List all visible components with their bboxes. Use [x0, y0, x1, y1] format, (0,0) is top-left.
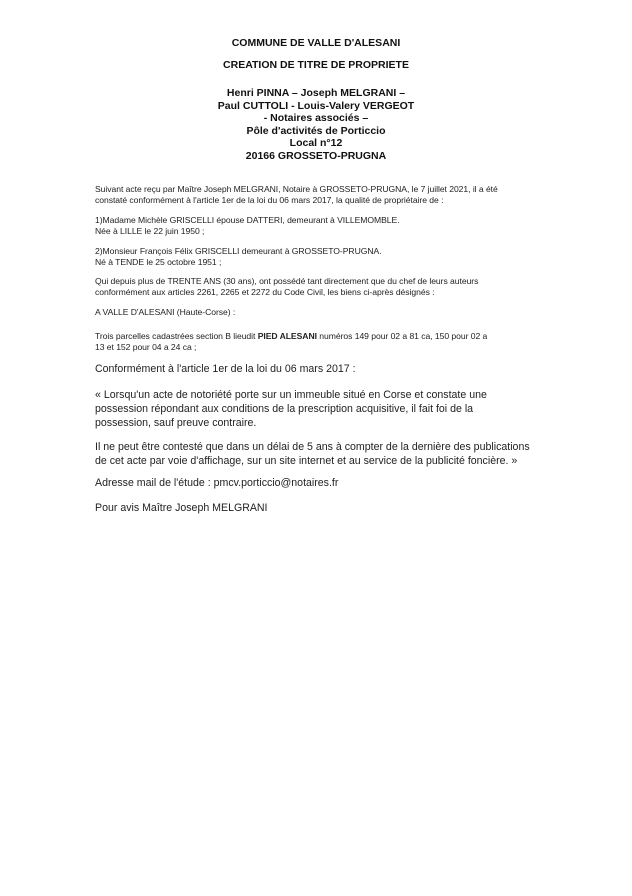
- owner-2-line-2: Né à TENDE le 25 octobre 1951 ;: [95, 257, 222, 267]
- notaries-line-2: Paul CUTTOLI - Louis-Valery VERGEOT: [217, 99, 415, 112]
- parcels-line-1: [95, 331, 555, 342]
- email-label: Adresse mail de l'étude :: [95, 477, 214, 489]
- signature-line: Pour avis Maître Joseph MELGRANI: [95, 502, 268, 514]
- owner-1-line-2: Née à LILLE le 22 juin 1950 ;: [95, 226, 205, 236]
- quote-line-3: possession, sauf preuve contraire.: [95, 417, 257, 429]
- address-line-3: 20166 GROSSETO-PRUGNA: [245, 149, 387, 162]
- contest-line-2: de cet acte par voie d'affichage, sur un site internet et au service de la publicité foncière. »: [95, 455, 518, 467]
- owner-1-line-1: 1)Madame Michèle GRISCELLI épouse DATTERI, demeurant à VILLEMOMBLE.: [95, 215, 400, 225]
- owner-2-paragraph: [95, 246, 555, 268]
- possession-line-1: Qui depuis plus de TRENTE ANS (30 ans), ont possédé tant directement que du chef de leurs auteurs: [95, 276, 479, 286]
- notaries-block: [0, 87, 632, 162]
- parcels-line-2: 13 et 152 pour 04 a 24 ca ;: [95, 342, 197, 352]
- email-address: pmcv.porticcio@notaires.fr: [213, 477, 339, 489]
- commune-heading: [0, 37, 632, 50]
- contest-paragraph: [95, 440, 555, 468]
- notaries-line-3: - Notaires associés –: [263, 112, 369, 124]
- quote-line-2: possession répondant aux conditions de la prescription acquisitive, il fait foi de la: [95, 403, 474, 415]
- document-title-block: [0, 59, 632, 72]
- address-line-2: Local n°12: [289, 137, 343, 149]
- intro-paragraph: [95, 184, 555, 206]
- parcels-suffix: numéros 149 pour 02 a 81 ca, 150 pour 02 a: [316, 331, 488, 341]
- conformement-line: Conformément à l'article 1er de la loi du 06 mars 2017 :: [95, 363, 356, 375]
- possession-paragraph: [95, 276, 555, 298]
- address-line-1: Pôle d'activités de Porticcio: [246, 124, 386, 137]
- contest-line-1: Il ne peut être contesté que dans un délai de 5 ans à compter de la dernière des publications: [95, 441, 530, 453]
- document-title: CREATION DE TITRE DE PROPRIETE: [223, 59, 409, 71]
- quote-paragraph: [95, 388, 555, 430]
- email-paragraph: [95, 476, 555, 490]
- owner-2-line-1: 2)Monsieur François Félix GRISCELLI demeurant à GROSSETO-PRUGNA.: [95, 246, 382, 256]
- possession-line-2: conformément aux articles 2261, 2265 et 2272 du Code Civil, les biens ci-après désignés :: [95, 287, 435, 297]
- commune-title: COMMUNE DE VALLE D'ALESANI: [231, 37, 401, 49]
- quote-line-1: « Lorsqu'un acte de notoriété porte sur un immeuble situé en Corse et constate une: [95, 389, 487, 401]
- intro-line-2: constaté conformément à l'article 1er de la loi du 06 mars 2017, la qualité de propriétaire de :: [95, 195, 444, 205]
- location-line: A VALLE D'ALESANI (Haute-Corse) :: [95, 307, 236, 317]
- parcels-prefix: Trois parcelles cadastrées section B lieudit: [95, 331, 258, 341]
- parcels-lieudit: PIED ALESANI: [257, 331, 317, 341]
- owner-1-paragraph: [95, 215, 555, 237]
- location-paragraph: [95, 307, 555, 318]
- email-line: [95, 476, 555, 490]
- parcels-paragraph: [95, 331, 555, 353]
- signature-paragraph: [95, 501, 555, 515]
- notaries-line-1: Henri PINNA – Joseph MELGRANI –: [226, 87, 406, 99]
- conformement-paragraph: [95, 362, 555, 376]
- intro-line-1: Suivant acte reçu par Maître Joseph MELGRANI, Notaire à GROSSETO-PRUGNA, le 7 juillet 2021, il a été: [95, 184, 498, 194]
